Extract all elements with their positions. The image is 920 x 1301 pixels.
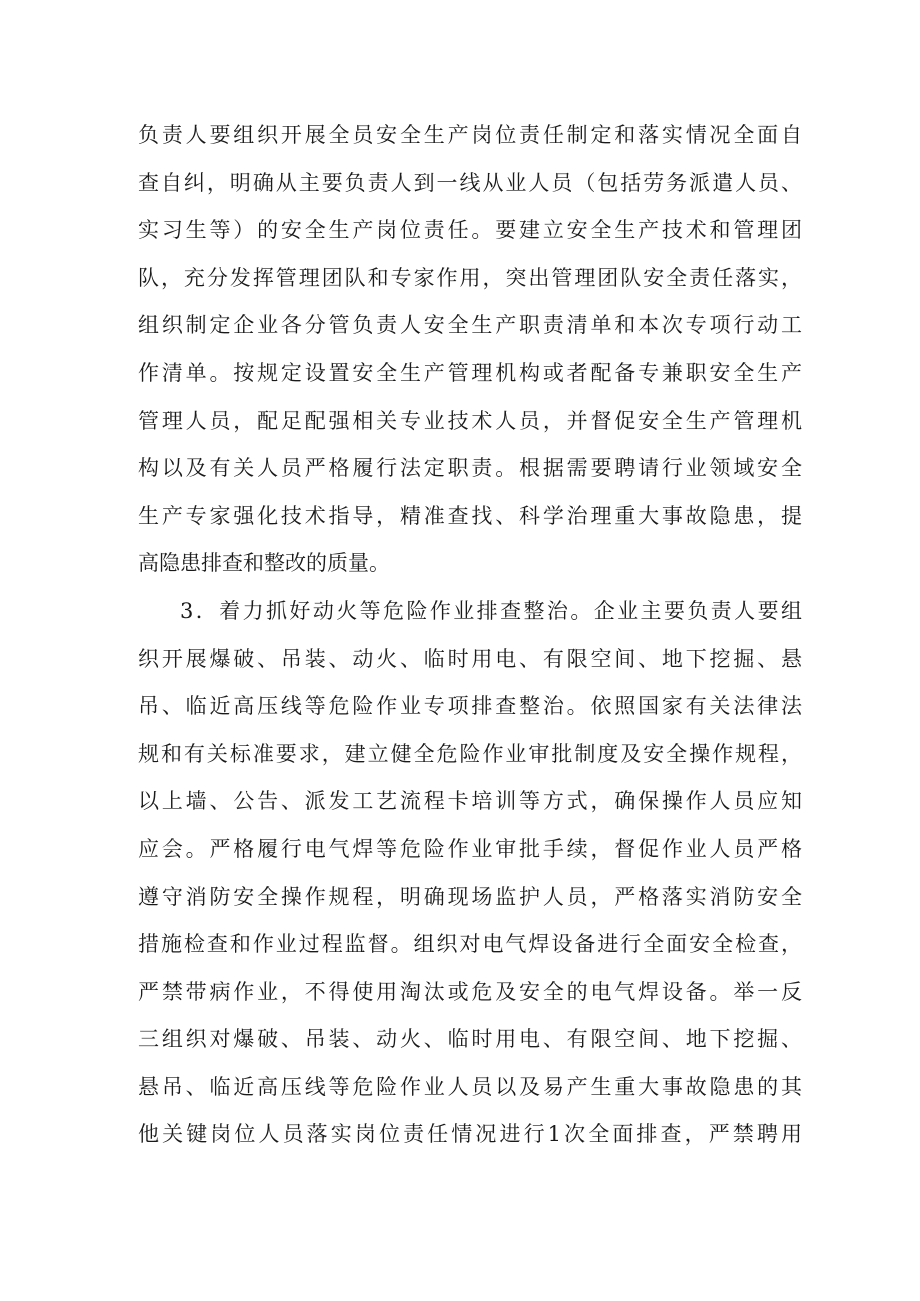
text-line: 悬吊、临近高压线等危险作业人员以及易产生重大事故隐患的其	[138, 1074, 802, 1099]
text-line: 查自纠，明确从主要负责人到一线从业人员（包括劳务派遣人员、	[138, 170, 802, 195]
text-line: 以上墙、公告、派发工艺流程卡培训等方式，确保操作人员应知	[138, 789, 802, 814]
text-line: 组织制定企业各分管负责人安全生产职责清单和本次专项行动工	[138, 313, 802, 338]
text-line: 遵守消防安全操作规程，明确现场监护人员，严格落实消防安全	[138, 884, 802, 909]
text-line: 队，充分发挥管理团队和专家作用，突出管理团队安全责任落实，	[138, 265, 802, 290]
document-body	[138, 112, 802, 1159]
text-line: 构以及有关人员严格履行法定职责。根据需要聘请行业领域安全	[138, 456, 802, 481]
text-line: 三组织对爆破、吊装、动火、临时用电、有限空间、地下挖掘、	[138, 1027, 802, 1052]
text-line: 他关键岗位人员落实岗位责任情况进行1次全面排查，严禁聘用	[138, 1122, 802, 1147]
text-line: 严禁带病作业，不得使用淘汰或危及安全的电气焊设备。举一反	[138, 979, 802, 1004]
text-line: 高隐患排查和整改的质量。	[138, 551, 390, 576]
text-line: 措施检查和作业过程监督。组织对电气焊设备进行全面安全检查，	[138, 932, 802, 957]
text-line: 作清单。按规定设置安全生产管理机构或者配备专兼职安全生产	[138, 360, 802, 385]
text-line: 应会。严格履行电气焊等危险作业审批手续，督促作业人员严格	[138, 836, 802, 861]
text-line: 负责人要组织开展全员安全生产岗位责任制定和落实情况全面自	[138, 123, 802, 147]
text-line: 吊、临近高压线等危险作业专项排查整治。依照国家有关法律法	[138, 694, 802, 719]
text-line: 规和有关标准要求，建立健全危险作业审批制度及安全操作规程，	[138, 741, 802, 766]
text-line: 生产专家强化技术指导，精准查找、科学治理重大事故隐患，提	[138, 503, 802, 528]
text-line: 实习生等）的安全生产岗位责任。要建立安全生产技术和管理团	[138, 218, 802, 243]
text-line: 织开展爆破、吊装、动火、临时用电、有限空间、地下挖掘、悬	[138, 646, 802, 671]
text-line: 3．着力抓好动火等危险作业排查整治。企业主要负责人要组	[180, 598, 802, 623]
text-line: 管理人员，配足配强相关专业技术人员，并督促安全生产管理机	[138, 408, 802, 433]
